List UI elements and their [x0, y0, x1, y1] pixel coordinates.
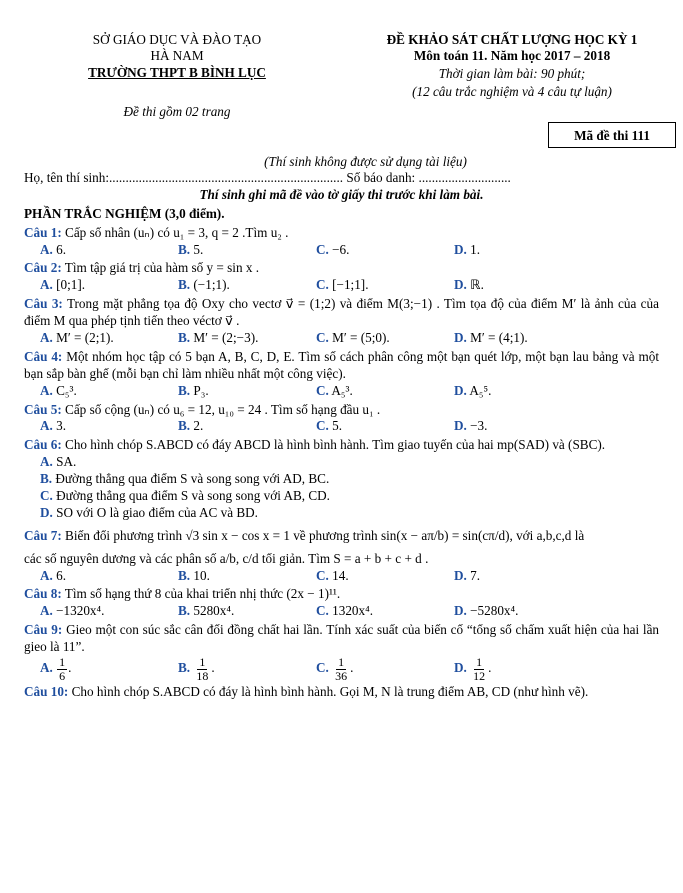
instruction-line: Thí sinh ghi mã đề vào tờ giấy thi trước khi làm bài. — [199, 186, 484, 202]
question-text: Cấp số nhân (uₙ) có u₁ = 3, q = 2 .Tìm u₂ . — [65, 224, 289, 240]
answer-options — [24, 603, 659, 620]
question-label: Câu 1: — [24, 224, 62, 240]
option-a[interactable]: A. 6. — [40, 241, 67, 257]
option-d[interactable]: D. A₅⁵. — [454, 382, 492, 398]
question-label: Câu 8: — [24, 586, 62, 602]
answer-options — [24, 568, 659, 585]
fraction: $\frac{1}{18}$ — [196, 655, 209, 683]
option-a[interactable]: A. $\frac{1}{6}$ . — [40, 655, 72, 683]
exam-composition: (12 câu trắc nghiệm và 4 câu tự luận) — [412, 84, 612, 99]
option-a[interactable]: A. C₅³. — [40, 382, 77, 398]
option-b[interactable]: B. 2. — [178, 418, 204, 434]
option-d[interactable]: D. −5280x⁴. — [454, 603, 519, 619]
question-3 — [24, 296, 659, 347]
question-text: Cho hình chóp S.ABCD có đáy ABCD là hình bình hành. Tìm giao tuyến của hai mp(SAD) và (SBC). — [65, 437, 606, 453]
option-c[interactable]: C. M′ = (5;0). — [316, 330, 390, 346]
question-label: Câu 5: — [24, 401, 62, 417]
option-c[interactable]: C. A₅³. — [316, 382, 353, 398]
question-4 — [24, 349, 659, 400]
option-c[interactable]: C. −6. — [316, 241, 350, 257]
question-text: Biến đổi phương trình √3 sin x − cos x = 1 về phương trình sin(x − aπ/b) = sin(cπ/d), với a,b,c,d là — [65, 527, 585, 543]
answer-options — [24, 330, 659, 347]
no-materials-note: (Thí sinh không được sử dụng tài liệu) — [264, 154, 467, 169]
question-9 — [24, 622, 659, 682]
question-text: Tìm tập giá trị của hàm số y = sin x . — [64, 260, 260, 276]
answer-options — [24, 656, 659, 682]
question-text: Tìm số hạng thứ 8 của khai triển nhị thức (2x − 1)¹¹. — [64, 586, 341, 602]
option-c[interactable]: C. Đường thẳng qua điểm S và song song với AB, CD. — [40, 488, 330, 504]
option-a[interactable]: A. M′ = (2;1). — [40, 330, 114, 346]
fraction: $\frac{1}{12}$ — [473, 655, 486, 683]
department-name: SỞ GIÁO DỤC VÀ ĐÀO TẠO — [92, 32, 262, 47]
option-d[interactable]: D. M′ = (4;1). — [454, 330, 528, 346]
option-d[interactable]: D. $\frac{1}{12}$ . — [454, 655, 492, 683]
option-b[interactable]: B. 5280x⁴. — [178, 603, 235, 619]
question-7 — [24, 528, 659, 585]
question-text: Một nhóm học tập có 5 bạn A, B, C, D, E. Tìm số cách phân công một bạn quét lớp, một bạn lau bảng và một bạn sắp bàn ghế (mỗi bạn chỉ làm nhiều nhất một công việc). — [24, 348, 659, 381]
option-b[interactable]: B. 5. — [178, 241, 204, 257]
exam-header — [24, 0, 659, 172]
question-8 — [24, 586, 659, 620]
question-text: Cho hình chóp S.ABCD có đáy là hình bình hành. Gọi M, N là trung điểm AB, CD (như hình vẽ). — [71, 684, 589, 700]
option-d[interactable]: D. 7. — [454, 567, 481, 583]
option-c[interactable]: C. 1320x⁴. — [316, 603, 373, 619]
option-b[interactable]: B. Đường thẳng qua điểm S và song song với AD, BC. — [40, 471, 330, 487]
option-a[interactable]: A. −1320x⁴. — [40, 603, 105, 619]
answer-options — [24, 383, 659, 400]
option-b[interactable]: B. M′ = (2;−3). — [178, 330, 259, 346]
section-title: PHẦN TRẮC NGHIỆM (3,0 điểm). — [24, 205, 225, 221]
option-a[interactable]: A. [0;1]. — [40, 277, 86, 293]
option-a[interactable]: A. 3. — [40, 418, 67, 434]
option-c[interactable]: C. 14. — [316, 567, 349, 583]
question-label: Câu 2: — [24, 260, 62, 276]
question-10 — [24, 684, 659, 701]
question-label: Câu 7: — [24, 527, 62, 543]
option-c[interactable]: C. [−1;1]. — [316, 277, 369, 293]
answer-options — [24, 242, 659, 259]
exam-code-box: Mã đề thi 111 — [548, 122, 676, 148]
question-label: Câu 3: — [24, 296, 63, 312]
fraction: $\frac{1}{6}$ — [59, 655, 66, 683]
candidate-info-line: Họ, tên thí sinh:....................................................................... Số báo danh: ............................ — [24, 170, 511, 185]
subject-year: Môn toán 11. Năm học 2017 – 2018 — [413, 48, 611, 63]
answer-options — [24, 418, 659, 435]
option-a[interactable]: A. 6. — [40, 567, 67, 583]
question-6 — [24, 437, 659, 521]
question-label: Câu 4: — [24, 348, 63, 364]
exam-time: Thời gian làm bài: 90 phút; — [438, 66, 586, 81]
question-text: Trong mặt phẳng tọa độ Oxy cho vectơ v⃗ = (1;2) và điểm M(3;−1) . Tìm tọa độ của điểm M′ là ảnh của của điểm M qua phép tịnh tiến theo véctơ v⃗ . — [24, 296, 659, 329]
question-text: Cấp số cộng (uₙ) có u₆ = 12, u₁₀ = 24 . Tìm số hạng đầu u₁ . — [65, 401, 381, 417]
answer-options — [24, 277, 659, 294]
exam-title: ĐỀ KHẢO SÁT CHẤT LƯỢNG HỌC KỲ 1 — [386, 32, 638, 47]
question-text-continued: các số nguyên dương và các phân số a/b, c/d tối giản. Tìm S = a + b + c + d . — [24, 550, 429, 566]
option-d[interactable]: D. ℝ. — [454, 277, 484, 293]
question-2 — [24, 260, 659, 294]
answer-options — [24, 454, 659, 522]
question-label: Câu 10: — [24, 684, 69, 700]
option-d[interactable]: D. 1. — [454, 241, 481, 257]
option-c[interactable]: C. $\frac{1}{36}$ . — [316, 655, 354, 683]
option-b[interactable]: B. $\frac{1}{18}$ . — [178, 655, 215, 683]
option-b[interactable]: B. P₃. — [178, 382, 209, 398]
fraction: $\frac{1}{36}$ — [335, 655, 348, 683]
option-d[interactable]: D. SO với O là giao điểm của AC và BD. — [40, 504, 258, 520]
option-a[interactable]: A. SA. — [40, 454, 77, 470]
question-5 — [24, 402, 659, 436]
question-text: Gieo một con súc sắc cân đối đồng chất hai lần. Tính xác suất của biến cố “tổng số chấm xuất hiện của hai lần gieo là 11”. — [24, 622, 660, 655]
school-name: TRƯỜNG THPT B BÌNH LỤC — [88, 65, 266, 80]
question-label: Câu 6: — [24, 437, 62, 453]
option-b[interactable]: B. (−1;1). — [178, 277, 230, 293]
option-b[interactable]: B. 10. — [178, 567, 210, 583]
province-name: HÀ NAM — [150, 48, 204, 63]
option-c[interactable]: C. 5. — [316, 418, 343, 434]
question-1 — [24, 225, 659, 259]
option-d[interactable]: D. −3. — [454, 418, 488, 434]
question-label: Câu 9: — [24, 622, 63, 638]
pages-note: Đề thi gồm 02 trang — [123, 104, 231, 119]
